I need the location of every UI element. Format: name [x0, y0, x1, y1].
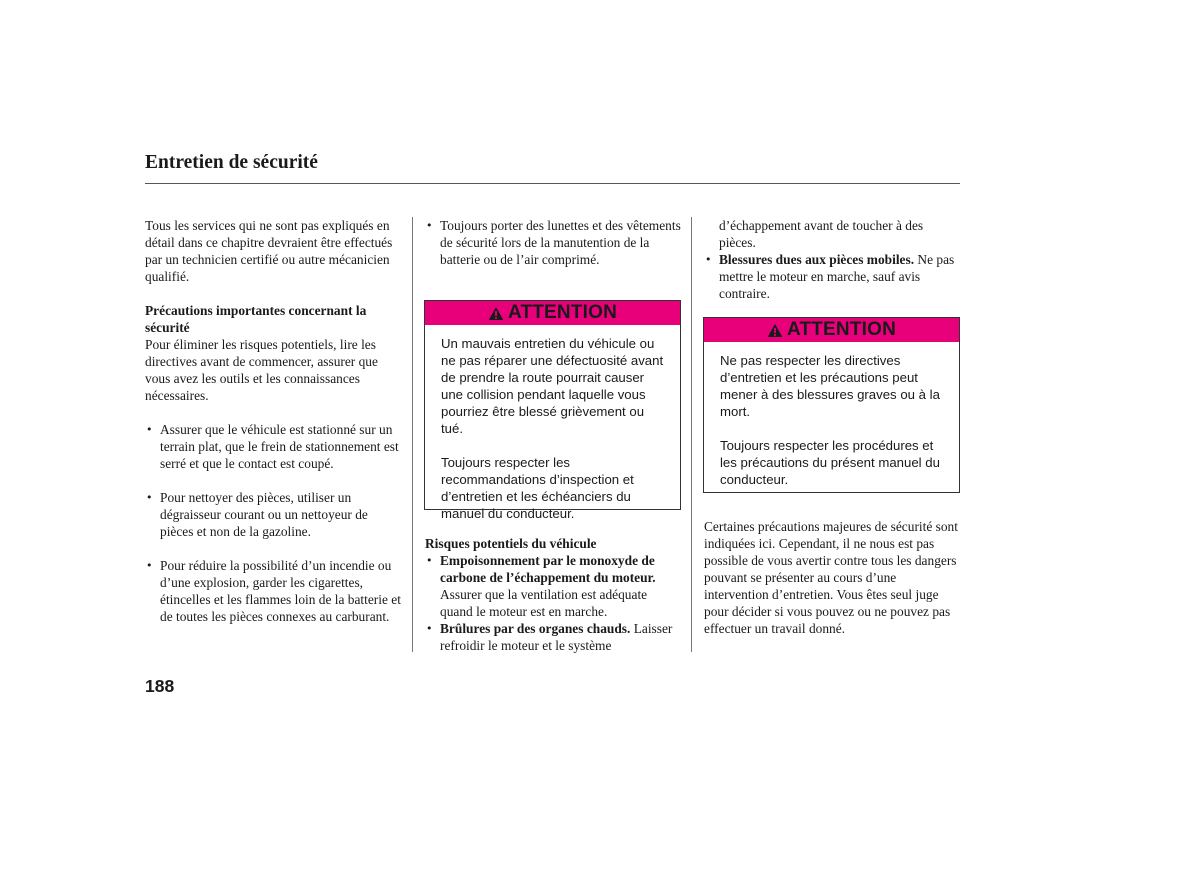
- column-divider: [691, 217, 692, 652]
- warning-header: [704, 318, 959, 342]
- column-2-top: [425, 217, 681, 268]
- column-1: [145, 217, 401, 625]
- warning-triangle-icon: [767, 323, 783, 338]
- hazard-item: [704, 251, 960, 302]
- hazard-item: [425, 620, 683, 654]
- title-rule: [145, 183, 960, 184]
- hazard-text: Ne pas mettre le moteur en marche, sauf avis contraire.: [719, 252, 955, 301]
- warning-body: [704, 342, 959, 488]
- precautions-paragraph: Pour éliminer les risques potentiels, lire les directives avant de commencer, assurer que vous avez les outils et les connaissances nécessaires.: [145, 337, 378, 403]
- warning-box-2: [703, 317, 960, 493]
- warning-header: [425, 301, 680, 325]
- warning-box-1: [424, 300, 681, 521]
- intro-paragraph: Tous les services qui ne sont pas expliqués en détail dans ce chapitre devraient être effectués par un technicien certifié ou autre mécanicien qualifié.: [145, 218, 393, 284]
- precautions-heading: Précautions importantes concernant la sécurité: [145, 303, 367, 335]
- warning-paragraph: Toujours respecter les recommandations d’inspection et d’entretien et les échéanciers du manuel du conducteur.: [441, 455, 634, 521]
- hazard-title: Brûlures par des organes chauds.: [440, 621, 631, 636]
- page-number: 188: [145, 676, 175, 696]
- continuation-text: d’échappement avant de toucher à des pièces.: [719, 218, 924, 250]
- warning-label: ATTENTION: [786, 319, 897, 340]
- warning-label: ATTENTION: [507, 302, 618, 323]
- warning-paragraph: Ne pas respecter les directives d’entretien et les précautions peut mener à des blessures graves ou à la mort.: [720, 353, 940, 419]
- warning-body: [425, 325, 680, 522]
- hazard-title: Blessures dues aux pièces mobiles.: [719, 252, 915, 267]
- hazard-title: Empoisonnement par le monoxyde de carbone de l’échappement du moteur.: [440, 553, 656, 585]
- column-2-bottom: [425, 535, 683, 654]
- column-3-bottom: [704, 518, 962, 637]
- closing-paragraph: Certaines précautions majeures de sécurité sont indiquées ici. Cependant, il ne nous est pas possible de vous avertir contre tous les dangers pouvant se présenter au cours d’une intervention d’entretien. Vous êtes seul juge pour décider si vous pouvez ou ne pouvez pas effectuer un travail donné.: [704, 519, 958, 636]
- hazard-item: [425, 552, 683, 620]
- bullet-item: • Pour réduire la possibilité d’un incendie ou d’une explosion, garder les cigarettes, étincelles et les flammes loin de la batterie et de toutes les pièces connexes au carburant.: [145, 557, 401, 625]
- page-title: Entretien de sécurité: [145, 152, 318, 173]
- column-3-top: [704, 217, 960, 302]
- column-divider: [412, 217, 413, 652]
- bullet-item: • Toujours porter des lunettes et des vêtements de sécurité lors de la manutention de la batterie ou de l’air comprimé.: [425, 217, 681, 268]
- hazards-heading: Risques potentiels du véhicule: [425, 536, 597, 551]
- hazard-text: Laisser refroidir le moteur et le système: [440, 621, 673, 653]
- warning-paragraph: Un mauvais entretien du véhicule ou ne pas réparer une défectuosité avant de prendre la route pourrait causer une collision pendant laquelle vous pourriez être blessé grièvement ou tué.: [441, 336, 664, 436]
- bullet-item: • Pour nettoyer des pièces, utiliser un dégraisseur courant ou un nettoyeur de pièces et non de la gazoline.: [145, 489, 401, 540]
- bullet-item: • Assurer que le véhicule est stationné sur un terrain plat, que le frein de stationnement est serré et que le contact est coupé.: [145, 421, 401, 472]
- warning-paragraph: Toujours respecter les procédures et les précautions du présent manuel du conducteur.: [720, 438, 940, 487]
- hazard-text: Assurer que la ventilation est adéquate quand le moteur est en marche.: [440, 587, 648, 619]
- warning-triangle-icon: [488, 306, 504, 321]
